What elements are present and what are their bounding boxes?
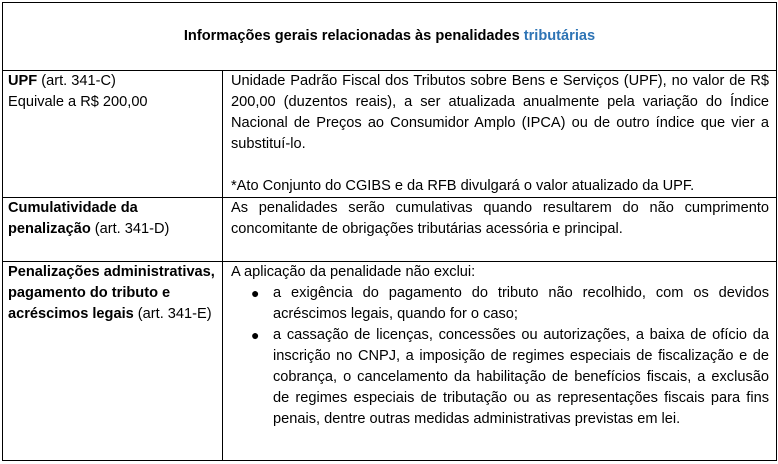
bullet-icon: ● [251,327,260,343]
row-label-cumulatividade [3,198,223,262]
label-penalizacoes-article: (art. 341-E) [133,306,212,322]
label-upf-value: Equivale a R$ 200,00 [8,94,148,110]
row-label-penalizacoes [3,262,223,461]
penalizacoes-bullet-list [231,283,769,430]
bullet-icon: ● [251,285,260,301]
upf-description: Unidade Padrão Fiscal dos Tributos sobre Bens e Serviços (UPF), no valor de R$ 200,00 (duzentos reais), a ser atualizada anualmente pela variação do Índice Nacional de Preços ao Consumidor Amplo (IPCA) ou de outro índice que vier a substituí-lo. [231,73,769,152]
row-label-upf [3,71,223,198]
table-row-cumulatividade [3,198,777,262]
table-row-upf [3,71,777,198]
table-row-penalizacoes [3,262,777,461]
title-accent: tributárias [523,28,596,44]
label-upf-article: (art. 341-C) [37,73,116,89]
title-prefix: Informações gerais relacionadas às penalidades [183,28,524,44]
label-upf-bold: UPF [8,73,38,89]
table-title [3,3,777,71]
row-content-cumulatividade [223,198,777,262]
penalizacoes-intro: A aplicação da penalidade não exclui: [231,264,476,280]
list-item [231,325,769,430]
bullet-text: a exigência do pagamento do tributo não recolhido, com os devidos acréscimos legais, quando for o caso; [273,285,769,322]
title-row [3,3,777,71]
list-item [231,283,769,325]
cumulatividade-description: As penalidades serão cumulativas quando resultarem do não cumprimento concomitante de obrigações tributárias acessória e principal. [231,200,769,237]
bullet-text: a cassação de licenças, concessões ou autorizações, a baixa de ofício da inscrição no CNPJ, a imposição de regimes especiais de fiscalização e de cobrança, o cancelamento da habilitação de benefícios fiscais, a exclusão de regimes especiais de tributação ou as representações fiscais para fins penais, dentre outras medidas administrativas previstas em lei. [273,327,769,427]
row-content-upf [223,71,777,198]
penalties-info-table [2,2,777,461]
row-content-penalizacoes [223,262,777,461]
label-penalizacoes-bold: Penalizações administrativas, pagamento do tributo e acréscimos legais [8,264,215,322]
label-cumulatividade-article: (art. 341-D) [90,221,170,237]
upf-note: *Ato Conjunto do CGIBS e da RFB divulgará o valor atualizado da UPF. [231,178,695,194]
label-cumulatividade-bold: Cumulatividade da penalização [8,200,138,237]
